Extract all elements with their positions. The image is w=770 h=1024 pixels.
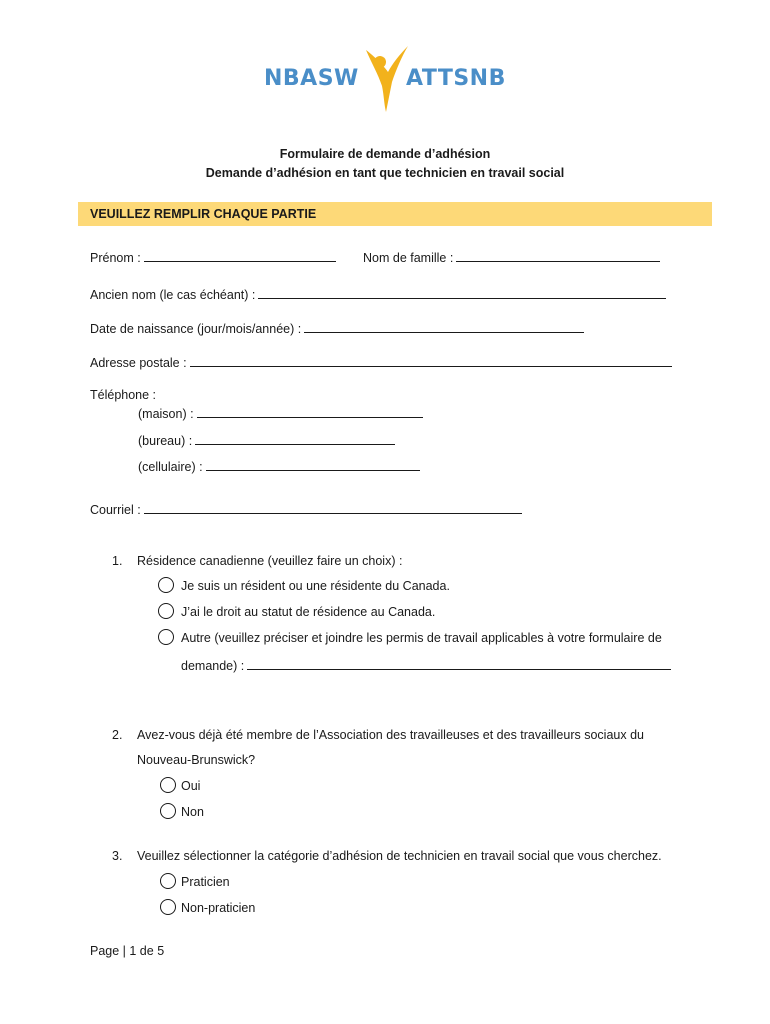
first-name-line[interactable] [144,249,336,262]
logo [264,44,514,114]
radio-q2-yes[interactable] [160,777,176,793]
first-name-label: Prénom : [90,251,141,265]
phone-cell-line[interactable] [206,458,420,471]
address-field[interactable] [90,354,672,370]
phone-cell-field[interactable] [138,458,420,474]
radio-q3-practitioner[interactable] [160,873,176,889]
option-q2-yes: Oui [181,779,201,793]
radio-q1-eligible[interactable] [158,603,174,619]
email-label: Courriel : [90,503,141,517]
q1-other-line[interactable] [247,657,671,670]
logo-right-text: ATTSNB [406,66,506,91]
option-q1-other: Autre (veuillez préciser et joindre les permis de travail applicables à votre formulaire de [181,631,662,645]
option-q1-resident: Je suis un résident ou une résidente du Canada. [181,579,450,593]
form-title: Formulaire de demande d’adhésion [279,147,491,161]
email-line[interactable] [144,501,522,514]
form-subtitle: Demande d’adhésion en tant que technicien en travail social [205,166,565,180]
first-name-field[interactable] [90,249,336,265]
section-banner [78,202,712,226]
email-field[interactable] [90,501,522,517]
page-number: Page | 1 de 5 [90,944,165,958]
logo-left-text: NBASW [264,66,359,91]
question-2-text-continued: Nouveau-Brunswick? [137,753,256,767]
birth-date-label: Date de naissance (jour/mois/année) : [90,322,302,336]
question-1-number: 1. [112,554,123,568]
last-name-label: Nom de famille : [363,251,454,265]
radio-q1-other[interactable] [158,629,174,645]
phone-home-label: (maison) : [138,407,194,421]
question-3-number: 3. [112,849,123,863]
former-name-label: Ancien nom (le cas échéant) : [90,288,256,302]
radio-q3-non-practitioner[interactable] [160,899,176,915]
last-name-line[interactable] [456,249,660,262]
q1-other-label: demande) : [181,659,245,673]
former-name-field[interactable] [90,286,666,302]
phone-label: Téléphone : [90,388,157,402]
option-q3-non-practitioner: Non-praticien [181,901,256,915]
option-q1-eligible: J’ai le droit au statut de résidence au Canada. [181,605,436,619]
section-banner-label: VEUILLEZ REMPLIR CHAQUE PARTIE [90,207,317,221]
radio-q1-resident[interactable] [158,577,174,593]
former-name-line[interactable] [258,286,666,299]
phone-work-label: (bureau) : [138,434,193,448]
birth-date-field[interactable] [90,320,584,336]
radio-q2-no[interactable] [160,803,176,819]
phone-home-line[interactable] [197,405,423,418]
option-q3-practitioner: Praticien [181,875,230,889]
question-1-text: Résidence canadienne (veuillez faire un choix) : [137,554,403,568]
phone-work-line[interactable] [195,432,395,445]
question-3-text: Veuillez sélectionner la catégorie d’adhésion de technicien en travail social que vous cherchez. [137,849,662,863]
question-2-number: 2. [112,728,123,742]
phone-home-field[interactable] [138,405,423,421]
phone-cell-label: (cellulaire) : [138,460,203,474]
question-2-text: Avez-vous déjà été membre de l’Association des travailleuses et des travailleurs sociaux du [137,728,644,742]
logo-figure-icon [364,44,408,114]
address-label: Adresse postale : [90,356,187,370]
option-q2-no: Non [181,805,204,819]
address-line[interactable] [190,354,672,367]
q1-other-field[interactable] [181,657,671,673]
birth-date-line[interactable] [304,320,584,333]
phone-work-field[interactable] [138,432,395,448]
last-name-field[interactable] [363,249,660,265]
